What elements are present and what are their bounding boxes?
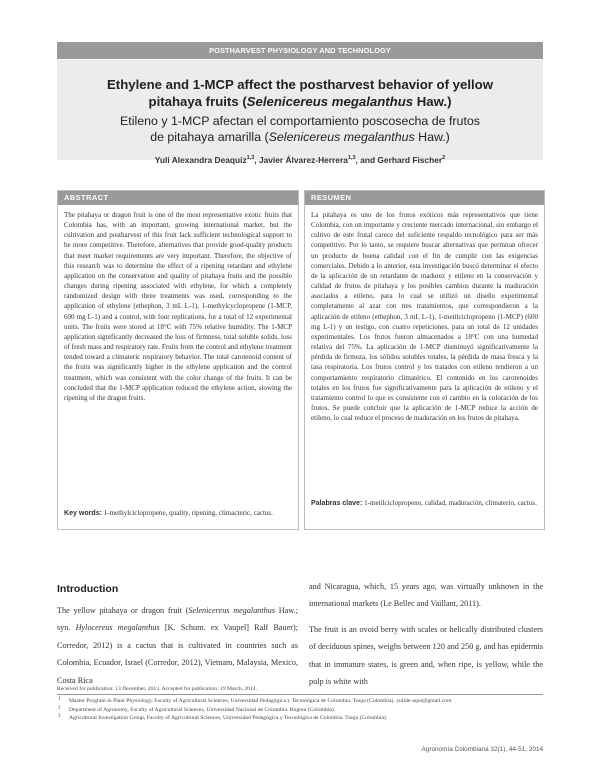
- intro-synonym: Hylocereus megalanthus: [75, 623, 160, 633]
- footnote-item: [57, 706, 543, 715]
- footnote-number: 2: [58, 705, 61, 711]
- intro-left-column: [57, 602, 298, 689]
- palabras-clave-label: Palabras clave:: [311, 500, 363, 507]
- resumen-text: La pitahaya es uno de los frutos exóticos más representativos que tiene Colombia, con un importante y creciente mercado internacional, sin embargo el cultivo de este frutal carece del suficiente respaldo tecnológico para ser más competitivo. Por lo tanto, se requiere buscar alternativas que permitan ofrecer un producto de buena calidad con el fin de cumplir con las exigencias comerciales. Debido a lo anterior, esta investigación buscó determinar el efecto de la aplicación de un retardante de madurez y etileno en la conservación y calidad de frutos de pitahaya y los posibles cambios durante la maduración asociados a etileno, para lo cual se utilizó un diseño experimental completamente al azar con tres tratamientos, que correspondieron a la aplicación de etileno (ethephon, 3 mL L-1), 1-metilciclopropeno (1-MCP) (600 mg L-1) y un testigo, con cuatro repeticiones, para un total de 12 unidades experimentales. Los frutos fueron almacenados a 18°C con una humedad relativa del 75%. La aplicación de 1-MCP disminuyó significativamente la pérdida de firmeza, los sólidos solubles totales, la pérdida de masa fresca y la tasa respiratoria. Los frutos control y los tratados con etileno tendieron a un comportamiento respiratorio climatérico. El contenido en los carotenoides totales en los frutos fue significativamente para la aplicación de etileno y el tratamiento control lo que es consistente con el cambio en la coloración de los frutos. Se puede concluir que la aplicación de 1-MCP reduce la acción de etileno, lo cual reduce el proceso de maduración en los frutos de pitahaya.: [311, 211, 538, 423]
- title-en-line2-suffix: Haw.): [413, 94, 452, 109]
- section-band: POSTHARVEST PHYSIOLOGY AND TECHNOLOGY: [57, 42, 543, 59]
- title-es-line2-prefix: de pitahaya amarilla (: [150, 130, 269, 144]
- footnote-item: [57, 697, 543, 706]
- intro-paragraph: [57, 602, 298, 689]
- author-list: [57, 155, 543, 165]
- title-en-line2-prefix: pitahaya fruits (: [148, 94, 247, 109]
- footnote-number: 3: [58, 714, 61, 720]
- footnote-number: 1: [58, 697, 61, 702]
- keywords-list: 1-methylciclopropene, quality, ripening, climacteric, cactus.: [101, 509, 273, 517]
- title-english: [57, 76, 543, 110]
- intro-right-column: [309, 578, 543, 690]
- title-es-line2-suffix: Haw.): [414, 130, 450, 144]
- intro-paragraph: The fruit is an ovoid berry with scales or helically distributed clusters of deciduous spines, weighs between 120 and 250 g, and has epidermis that in immature states, is green and, when ripe, is yellow, while the pulp is white with: [309, 624, 543, 687]
- abstract-box: [57, 190, 299, 530]
- resumen-keywords: [311, 498, 538, 509]
- title-spanish: [57, 113, 543, 145]
- author-affiliation: 1,3: [347, 155, 356, 162]
- author-affiliation: 1,3: [246, 155, 255, 162]
- footnotes: [57, 697, 543, 723]
- resumen-box: [304, 190, 545, 530]
- journal-citation: Agronomía Colombiana 32(1), 44-51, 2014: [421, 746, 543, 753]
- footnote-divider: [57, 694, 543, 695]
- resumen-heading: RESUMEN: [305, 191, 544, 205]
- title-en-line2-species: Selenicereus megalanthus: [246, 94, 414, 109]
- abstract-keywords: [64, 508, 292, 519]
- intro-text: [K. Schum. ex Vaupel] Ralf Bauer); Corredor, 2012) is a cactus that is cultivated in countries such as Colombia, Ecuador, Israel (Corredor, 2012), Vietnam, Malaysia, Mexico, Costa Rica: [57, 623, 299, 685]
- title-block: [57, 60, 543, 160]
- intro-species: Selenicereus megalanthus: [188, 606, 276, 615]
- footnote-text: Agricultural Investigation Group, Faculty of Agricultural Sciences, Universidad Pedagógica y Tecnológica de Colombia. Tunja (Colombia).: [69, 715, 388, 722]
- abstract-heading: ABSTRACT: [58, 191, 298, 205]
- intro-paragraph: and Nicaragua, which, 15 years ago, was virtually unknown in the international markets (Le Bellec and Vaillant, 2011).: [309, 582, 543, 609]
- palabras-clave-list: 1-metilciclopropeno, calidad, maduración, climaterio, cactus.: [362, 499, 537, 507]
- author-separator: ,: [254, 155, 259, 165]
- keywords-label: Key words:: [64, 510, 102, 517]
- abstract-text: The pitahaya or dragon fruit is one of the most representative exotic fruits that Colombia has, with an important, growing international market, but the cultivation and postharvest of this fruit lack sufficient technological support to be more competitive. Therefore, alternatives that provide good-quality products that meet market requirements are very important. Therefore, the objective of this research was to determine the effect of a ripening retardant and ethylene application on the conservation and quality of pitahaya fruits and the possible changes during ripening associated with ethylene, for which a completely randomized design with three treatments was used, corresponding to the application of ethylene (ethephon, 3 mL L-1), 1-methylcyclopropene (1-MCP, 600 mg L-1) and a control, with four replications, for a total of 12 experimental units. The fruits were stored at 18°C with 75% relative humidity. The 1-MCP application significantly decreased the loss of firmness, total soluble solids, loss of fresh mass and respiratory rate. Fruits from the control and ethylene treatment tended toward a climateric respiratory behavior. The total carotenoid content of the fruits was significantly higher in the ethylene application and the control treatment, which was consistent with the color change of the fruits. It can be concluded that the 1-MCP application reduced the ethylene action, slowing the ripening of the dragon fruits.: [64, 211, 292, 402]
- title-en-line1: Ethylene and 1-MCP affect the postharvest behavior of yellow: [107, 77, 493, 92]
- title-es-line1: Etileno y 1-MCP afectan el comportamiento poscosecha de frutos: [120, 114, 480, 128]
- intro-text: The yellow pitahaya or dragon fruit (: [57, 606, 189, 615]
- introduction-heading: Introduction: [57, 583, 119, 595]
- author-name: Yuli Alexandra Deaquiz: [154, 155, 247, 165]
- intro-text: Haw.; syn.: [57, 606, 299, 633]
- received-date: Received for publication: 13 December, 2013. Accepted for publication: 19 March, 2014.: [57, 686, 258, 692]
- author-name: Gerhard Fischer: [377, 155, 443, 165]
- title-es-line2-species: Selenicereus megalanthus: [268, 130, 415, 144]
- footnote-text: Master Program in Plant Physiology, Faculty of Agricultural Sciences, Universidad Pedagógica y Tecnológica de Colombia. Tunja (Colombia). yulide-aqui@gmail.com: [69, 698, 452, 704]
- author-affiliation: 2: [442, 155, 446, 162]
- author-name: Javier Álvarez-Herrera: [258, 155, 348, 165]
- footnote-item: [57, 714, 543, 723]
- author-separator: , and: [355, 155, 378, 165]
- footnote-text: Department of Agronomy, Faculty of Agricultural Sciences, Universidad Nacional de Colombia. Bogota (Colombia).: [69, 706, 336, 713]
